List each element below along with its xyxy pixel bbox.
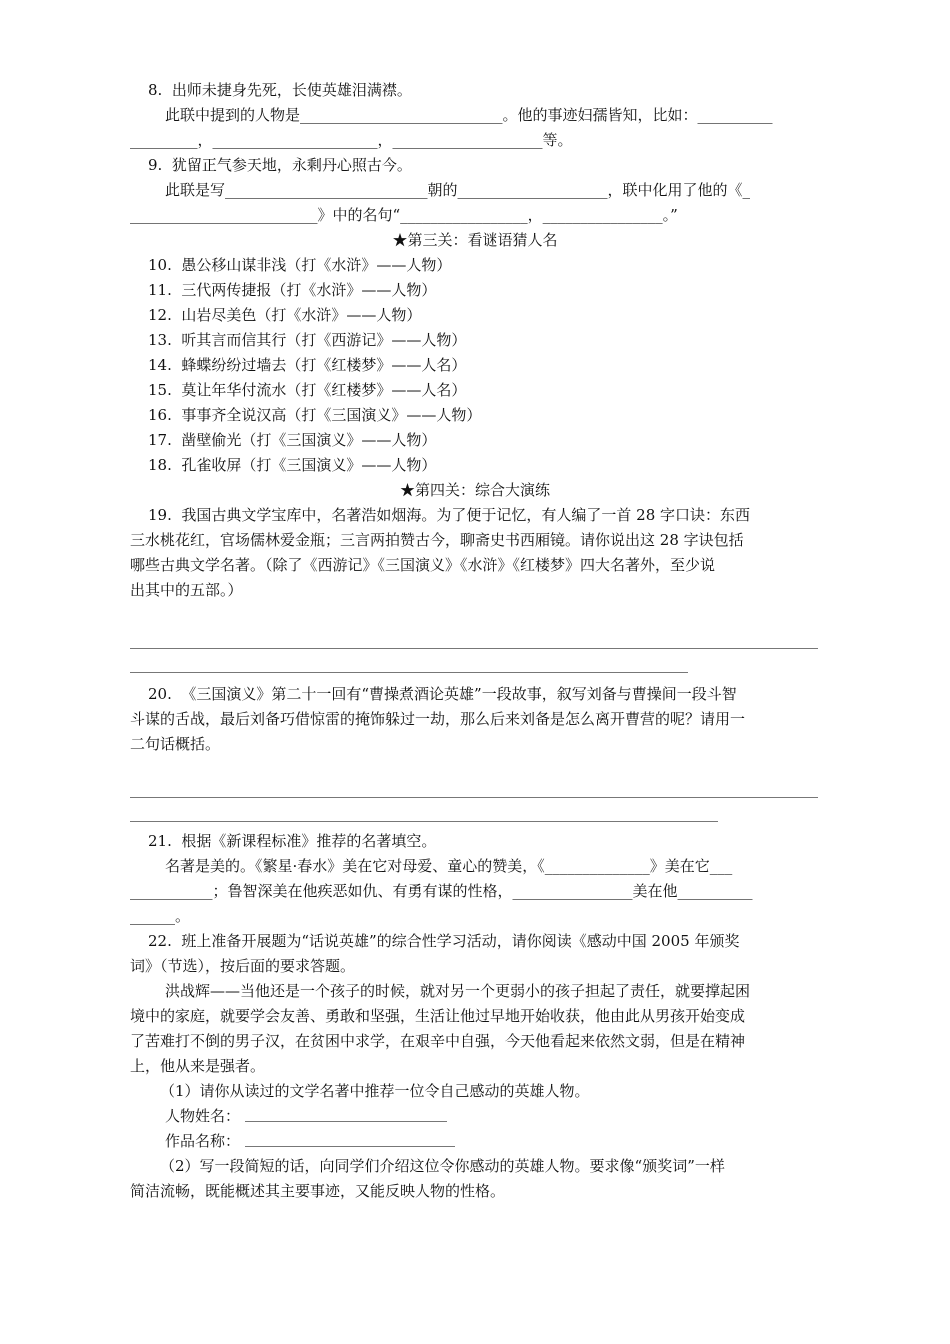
work-label: 作品名称： (165, 1132, 241, 1150)
passage-line: 洪战辉——当他还是一个孩子的时候，就对另一个更弱小的孩子担起了责任，就要撑起困 (165, 982, 751, 1000)
passage-line: 上，他从来是强者。 (130, 1057, 266, 1075)
question-21-line-3: ___________；鲁智深美在他疾恶如仇、有勇有谋的性格，________________美在他__________ (130, 882, 753, 900)
answer-line (130, 648, 818, 649)
question-9-line-3: _________________________》中的名句“_________________，________________。” (130, 206, 678, 224)
riddle-item: 16. 事事齐全说汉高（打《三国演义》——人物） (148, 406, 482, 424)
question-19-line: 三水桃花红，官场儒林爱金瓶；三言两拍赞古今，聊斋史书西厢镜。请你说出这 28 字诀包括 (130, 531, 744, 549)
question-9-line-2: 此联是写___________________________朝的____________________，联中化用了他的《_ (165, 181, 751, 199)
section-4-title: ★第四关：综合大演练 (399, 481, 550, 499)
riddle-item: 10. 愚公移山谋非浅（打《水浒》——人物） (148, 256, 452, 274)
question-8-line-2: 此联中提到的人物是___________________________。他的事迹妇孺皆知，比如：__________ (165, 106, 773, 124)
section-3-title: ★第三关：看谜语猜人名 (392, 231, 558, 249)
question-20-line: 20. 《三国演义》第二十一回有“曹操煮酒论英雄”一段故事，叙写刘备与曹操间一段斗智 (148, 685, 737, 703)
question-22-part-2: （2）写一段简短的话，向同学们介绍这位令你感动的英雄人物。要求像“颁奖词”一样 (160, 1157, 725, 1175)
riddle-item: 15. 莫让年华付流水（打《红楼梦》——人名） (148, 381, 467, 399)
answer-line (130, 672, 688, 673)
question-22-part-1: （1）请你从读过的文学名著中推荐一位令自己感动的英雄人物。 (160, 1082, 590, 1100)
name-label: 人物姓名： (165, 1107, 241, 1125)
riddle-item: 13. 听其言而信其行（打《西游记》——人物） (148, 331, 467, 349)
riddle-item: 17. 凿壁偷光（打《三国演义》——人物） (148, 431, 437, 449)
question-9-title: 9. 犹留正气参天地，永剩丹心照古今。 (148, 156, 412, 174)
question-20-line: 二句话概括。 (130, 735, 221, 753)
question-22-part-2: 简洁流畅，既能概述其主要事迹，又能反映人物的性格。 (130, 1182, 506, 1200)
riddle-item: 18. 孔雀收屏（打《三国演义》——人物） (148, 456, 437, 474)
name-answer-line (245, 1121, 447, 1122)
question-8-line-3: _________，______________________，____________________等。 (130, 131, 573, 149)
question-20-line: 斗谋的舌战，最后刘备巧借惊雷的掩饰躲过一劫，那么后来刘备是怎么离开曹营的呢？请用一 (130, 710, 746, 728)
riddle-item: 12. 山岩尽美色（打《水浒》——人物） (148, 306, 422, 324)
question-19-line: 出其中的五部。） (130, 581, 243, 599)
riddle-item: 14. 蜂蝶纷纷过墙去（打《红楼梦》——人名） (148, 356, 467, 374)
question-21-line-4: ______。 (130, 907, 191, 925)
passage-line: 了苦难打不倒的男子汉，在贫困中求学，在艰辛中自强，今天他看起来依然文弱，但是在精神 (130, 1032, 746, 1050)
question-22-intro: 22. 班上准备开展题为“话说英雄”的综合性学习活动，请你阅读《感动中国 2005 年颁奖 (148, 932, 740, 950)
answer-line (130, 797, 818, 798)
riddle-item: 11. 三代两传捷报（打《水浒》——人物） (148, 281, 437, 299)
answer-line (130, 821, 718, 822)
question-22-intro: 词》（节选），按后面的要求答题。 (130, 957, 356, 975)
question-19-line: 哪些古典文学名著。（除了《西游记》《三国演义》《水浒》《红楼梦》四大名著外，至少说 (130, 556, 716, 574)
work-answer-line (245, 1146, 455, 1147)
question-19-line: 19. 我国古典文学宝库中，名著浩如烟海。为了便于记忆，有人编了一首 28 字口诀：东西 (148, 506, 751, 524)
passage-line: 境中的家庭，就要学会友善、勇敢和坚强，生活让他过早地开始收获，他由此从男孩开始变成 (130, 1007, 746, 1025)
question-8-title: 8. 出师未捷身先死，长使英雄泪满襟。 (148, 81, 412, 99)
question-21-line-2: 名著是美的。《繁星·春水》美在它对母爱、童心的赞美，《______________》美在它___ (165, 857, 733, 875)
question-21-title: 21. 根据《新课程标准》推荐的名著填空。 (148, 832, 437, 850)
